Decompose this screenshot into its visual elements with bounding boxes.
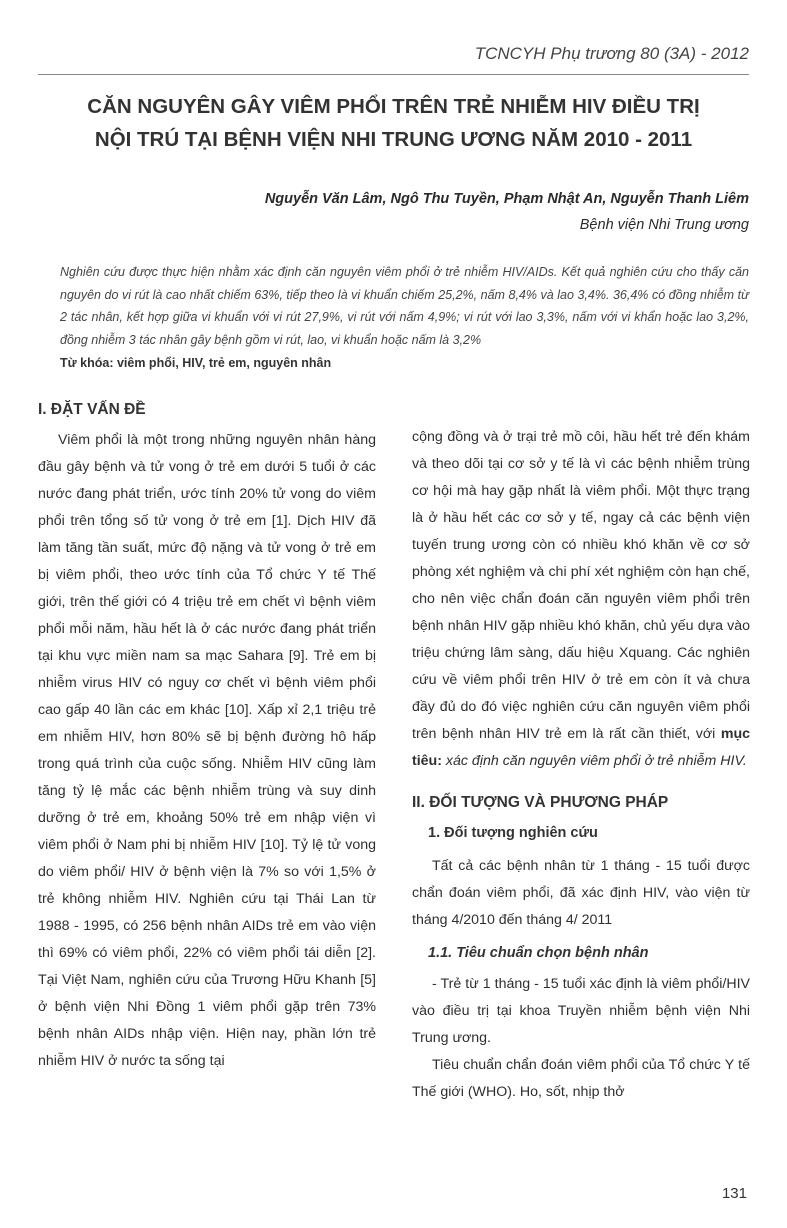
methods-paragraph-3: Tiêu chuẩn chẩn đoán viêm phổi của Tổ chức Y tế Thế giới (WHO). Ho, sốt, nhịp thở	[412, 1057, 750, 1100]
right-column	[412, 424, 750, 1106]
author-names: Nguyễn Văn Lâm, Ngô Thu Tuyền, Phạm Nhật An, Nguyễn Thanh Liêm	[264, 191, 749, 207]
objective-label: mục tiêu:	[412, 726, 750, 769]
intro-paragraph-2-text: cộng đồng và ở trại trẻ mồ côi, hầu hết trẻ đến khám và theo dõi tại cơ sở y tế là vì các bệnh nhiễm trùng cơ hội mà hay gặp nhất là viêm phổi. Một thực trạng là ở hầu hết các cơ sở y tế, ngay cả các bệnh viện tuyến trung ương còn có nhiều khó khăn về cơ sở phòng xét nghiệm và chi phí xét nghiệm còn hạn chế, cho nên việc chẩn đoán căn nguyên viêm phổi trên bệnh nhân HIV gặp nhiều khó khăn, chủ yếu dựa vào triệu chứng lâm sàng, dấu hiệu Xquang. Các nghiên cứu về viêm phổi trên HIV ở trẻ em còn ít và chưa đầy đủ do đó việc nghiên cứu căn nguyên viêm phổi trên bệnh nhân HIV trẻ em là rất cần thiết, với	[412, 429, 750, 742]
keywords: Từ khóa: viêm phổi, HIV, trẻ em, nguyên nhân	[60, 356, 332, 370]
subsection-heading-subjects: 1. Đối tượng nghiên cứu	[428, 825, 598, 841]
header-rule	[38, 74, 749, 75]
section-heading-introduction: I. ĐẶT VẤN ĐỀ	[38, 401, 146, 418]
affiliation: Bệnh viện Nhi Trung ương	[579, 217, 749, 233]
title-line-1: CĂN NGUYÊN GÂY VIÊM PHỔI TRÊN TRẺ NHIỄM HIV ĐIỀU TRỊ	[87, 95, 700, 118]
methods-paragraph-1: Tất cả các bệnh nhân từ 1 tháng - 15 tuổi được chẩn đoán viêm phổi, đã xác định HIV, vào viện từ tháng 4/2010 đến tháng 4/ 2011	[412, 858, 750, 928]
methods-paragraph-2: - Trẻ từ 1 tháng - 15 tuổi xác định là viêm phổi/HIV vào điều trị tại khoa Truyền nhiễm bệnh viện Nhi Trung ương.	[412, 976, 750, 1046]
intro-paragraph-2	[412, 424, 750, 775]
section-heading-methods: II. ĐỐI TƯỢNG VÀ PHƯƠNG PHÁP	[412, 794, 669, 811]
subsection-heading-criteria: 1.1. Tiêu chuẩn chọn bệnh nhân	[428, 945, 649, 961]
author-block	[265, 186, 749, 238]
left-column	[38, 396, 376, 1075]
abstract: Nghiên cứu được thực hiện nhằm xác định căn nguyên viêm phổi ở trẻ nhiễm HIV/AIDs. Kết quả nghiên cứu cho thấy căn nguyên do vi rút là cao nhất chiếm 63%, tiếp theo là vi khuẩn chiếm 25,2%, nấm 8,4% và lao 3,4%. 36,4% có đồng nhiễm từ 2 tác nhân, kết hợp giữa vi khuẩn với vi rút 27,9%, vi rút với nấm 4,9%; vi rút với lao 3,3%, nấm với vi khẩn hoặc lao 3,2%, đồng nhiễm 3 tác nhân gây bệnh gồm vi rút, lao, vi khuẩn hoặc nấm là 3,2%	[60, 265, 749, 347]
article-title	[40, 90, 747, 156]
objective-text: xác định căn nguyên viêm phổi ở trẻ nhiễm HIV.	[445, 753, 747, 769]
intro-paragraph-1: Viêm phổi là một trong những nguyên nhân hàng đầu gây bệnh và tử vong ở trẻ em dưới 5 tuổi ở các nước đang phát triển, ước tính 20% tử vong do viêm phổi trên tổng số tử vong ở trẻ em [1]. Dịch HIV đã làm tăng tần suất, mức độ nặng và tử vong ở trẻ em bị viêm phổi, theo ước tính của Tổ chức Y tế Thế giới, trên thế giới có 4 triệu trẻ em chết vì bệnh viêm phổi mỗi năm, hầu hết là ở các nước đang phát triển tại khu vực miền nam sa mạc Sahara [9]. Trẻ em bị nhiễm virus HIV có nguy cơ chết vì bệnh viêm phổi cao gấp 40 lần các em khác [10]. Xấp xỉ 2,1 triệu trẻ em nhiễm HIV, hơn 80% sẽ bị bệnh đường hô hấp trong quá trình của cuộc sống. Nhiễm HIV cũng làm tăng tỷ lệ mắc các bệnh nhiễm trùng và suy dinh dưỡng ở trẻ em, khoảng 50% trẻ em nhập viện vì viêm phổi ở Nam phi bị nhiễm HIV [10]. Tỷ lệ tử vong do viêm phổi/ HIV ở bệnh viện là 7% so với 1,5% ở trẻ không nhiễm HIV. Nghiên cứu tại Thái Lan từ 1988 - 1995, có 256 bệnh nhân AIDs trẻ em vào viện thì 69% có viêm phổi, 22% có viêm phổi tái diễn [2]. Tại Việt Nam, nghiên cứu của Trương Hữu Khanh [5] ở bệnh viện Nhi Đồng 1 viêm phổi gặp trên 73% bệnh nhân AIDs nhập viện. Hiện nay, phần lớn trẻ nhiễm HIV ở nước ta sống tại	[38, 432, 376, 1069]
page-number: 131	[721, 1185, 747, 1202]
title-line-2: NỘI TRÚ TẠI BỆNH VIỆN NHI TRUNG ƯƠNG NĂM 2010 - 2011	[94, 128, 693, 151]
running-head: TCNCYH Phụ trương 80 (3A) - 2012	[474, 44, 749, 63]
